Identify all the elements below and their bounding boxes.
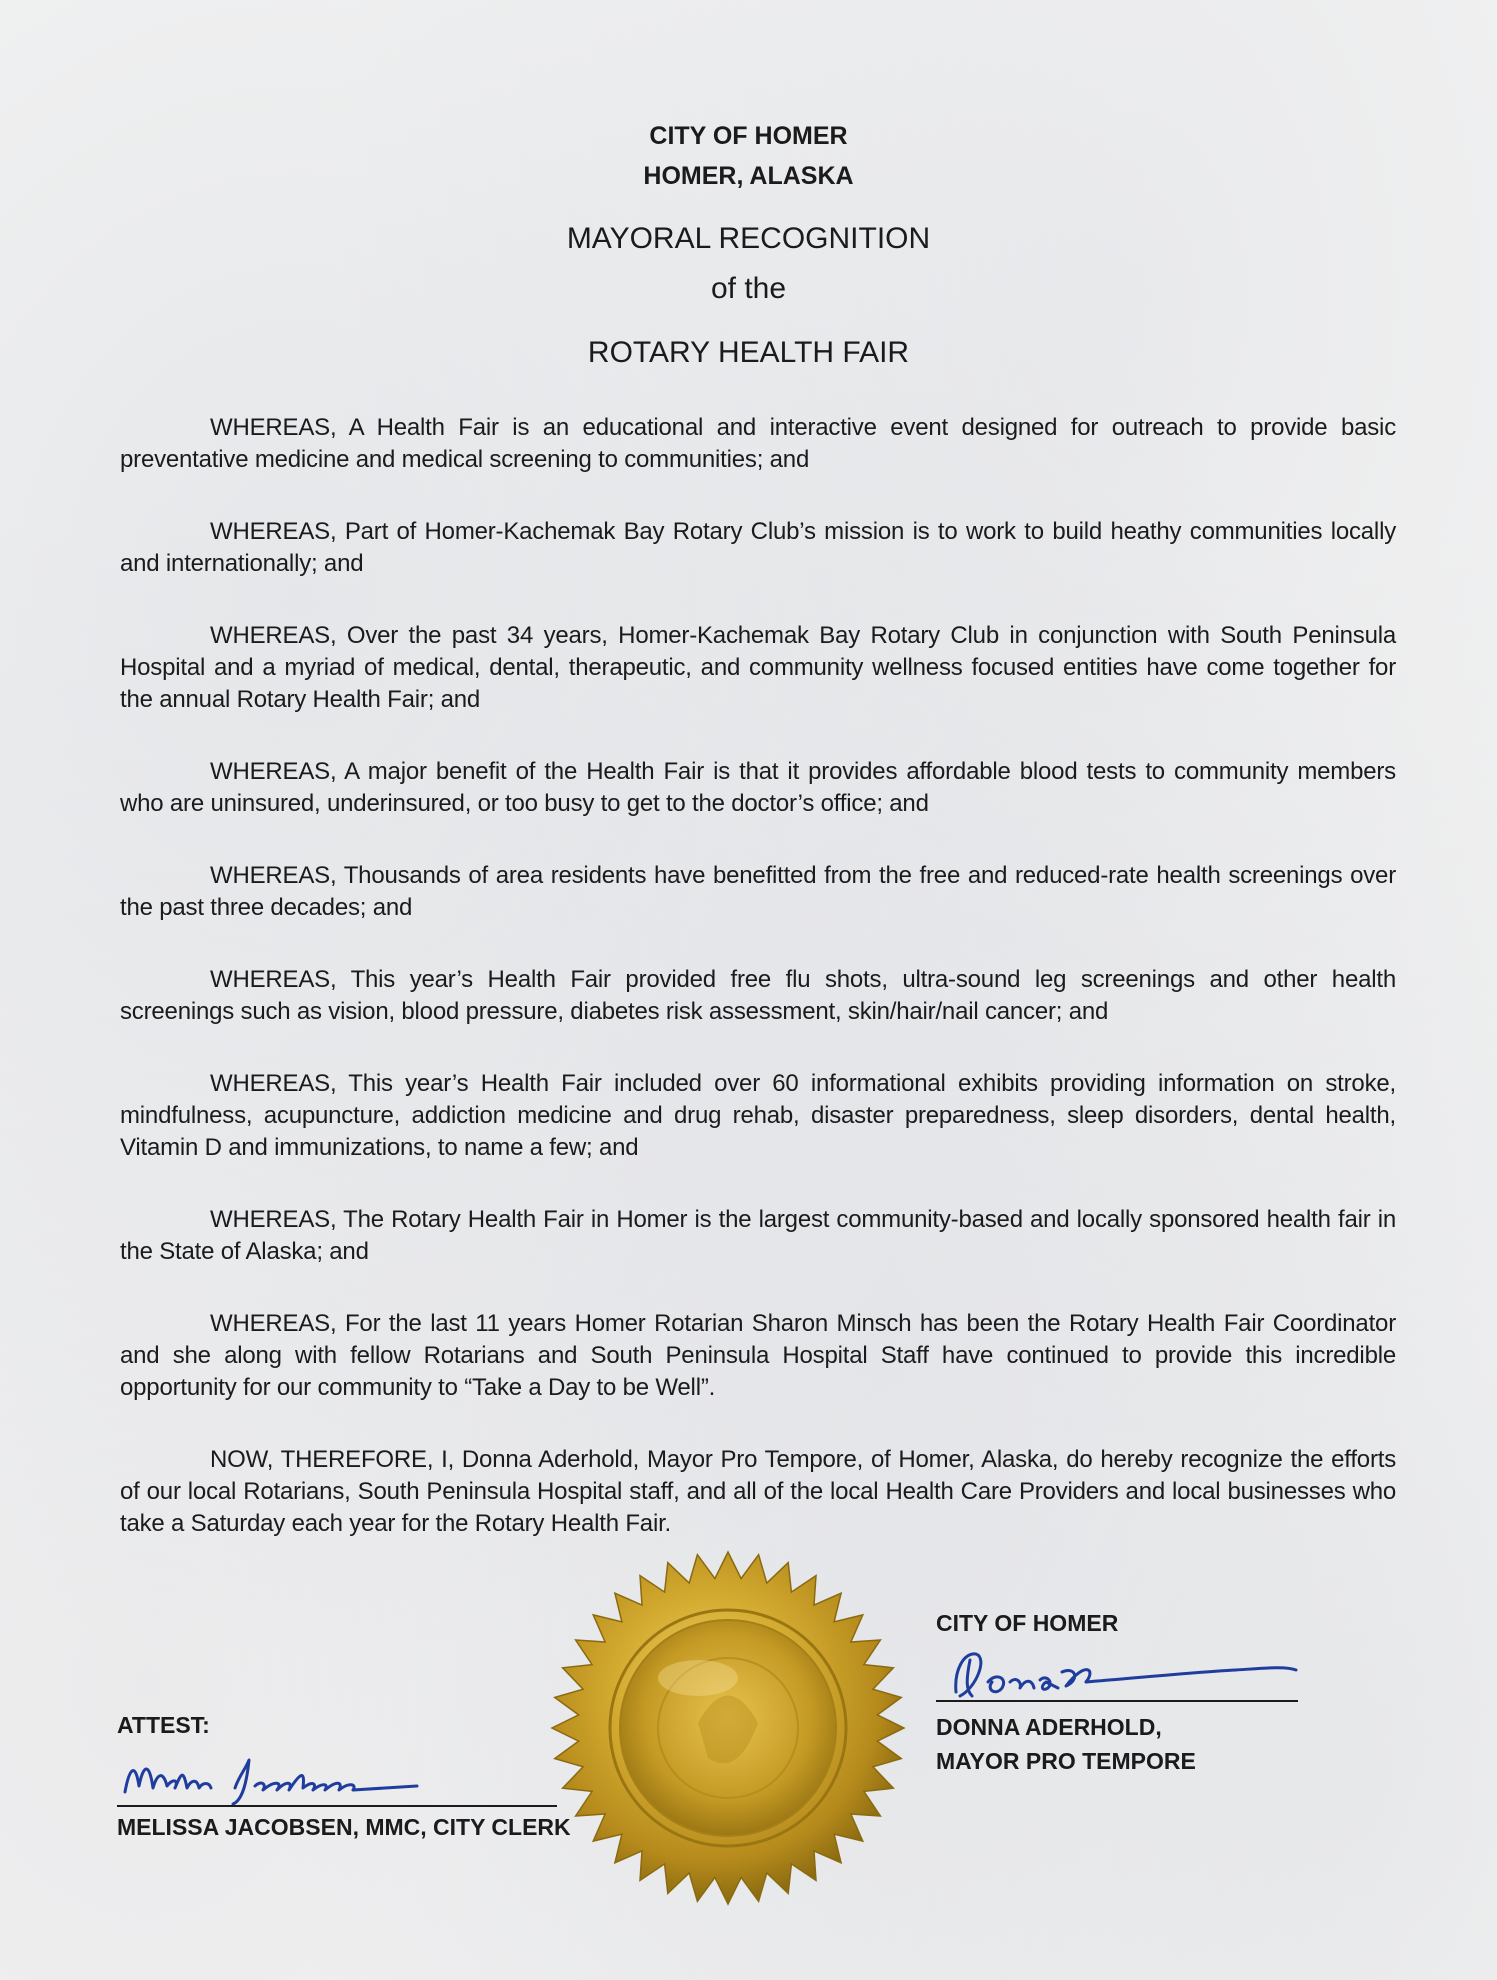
therefore-paragraph: NOW, THEREFORE, I, Donna Aderhold, Mayor Pro Tempore, of Homer, Alaska, do hereby recognize the efforts of our local Rotarians, South Peninsula Hospital staff, and all of the local Health Care Providers and local businesses who take a Saturday each year for the Rotary Health Fair.	[120, 1446, 1396, 1537]
mayor-signature-block	[936, 1608, 1316, 1774]
clerk-name: MELISSA JACOBSEN, MMC, CITY CLERK	[117, 1814, 571, 1840]
whereas-paragraph: WHEREAS, This year’s Health Fair included over 60 informational exhibits providing information on stroke, mindfulness, acupuncture, addiction medicine and drug rehab, disaster preparedness, sleep disorders, dental health, Vitamin D and immunizations, to name a few; and	[120, 1070, 1396, 1161]
whereas-paragraph: WHEREAS, A major benefit of the Health Fair is that it provides affordable blood tests to community members who are uninsured, underinsured, or too busy to get to the doctor’s office; and	[120, 758, 1396, 817]
whereas-paragraph: WHEREAS, Thousands of area residents have benefitted from the free and reduced-rate health screenings over the past three decades; and	[120, 862, 1396, 921]
mayor-signature	[936, 1630, 1306, 1710]
whereas-paragraph: WHEREAS, The Rotary Health Fair in Homer is the largest community-based and locally sponsored health fair in the State of Alaska; and	[120, 1206, 1396, 1265]
clerk-signature-line	[117, 1805, 557, 1807]
city-location-heading: HOMER, ALASKA	[643, 162, 854, 190]
mayor-title: MAYOR PRO TEMPORE	[936, 1748, 1196, 1774]
city-signature-label: CITY OF HOMER	[936, 1610, 1119, 1636]
document-title-connector: of the	[710, 272, 787, 305]
whereas-paragraph: WHEREAS, A Health Fair is an educational and interactive event designed for outreach to provide basic preventative medicine and medical screening to communities; and	[120, 414, 1396, 473]
whereas-paragraph: WHEREAS, For the last 11 years Homer Rotarian Sharon Minsch has been the Rotary Health Fair Coordinator and she along with fellow Rotarians and South Peninsula Hospital Staff have continued to provide this incredible opportunity for our community to “Take a Day to be Well”.	[120, 1310, 1396, 1401]
whereas-paragraph: WHEREAS, Over the past 34 years, Homer-Kachemak Bay Rotary Club in conjunction with South Peninsula Hospital and a myriad of medical, dental, therapeutic, and community wellness focused entities have come together for the annual Rotary Health Fair; and	[120, 622, 1396, 713]
clerk-signature	[117, 1730, 457, 1810]
mayor-signature-line	[936, 1700, 1298, 1702]
city-name-heading: CITY OF HOMER	[649, 122, 848, 150]
whereas-paragraph: WHEREAS, Part of Homer-Kachemak Bay Rotary Club’s mission is to work to build heathy communities locally and internationally; and	[120, 518, 1396, 577]
document-title: MAYORAL RECOGNITION	[566, 222, 931, 255]
document-subject: ROTARY HEALTH FAIR	[587, 336, 910, 369]
whereas-paragraph: WHEREAS, This year’s Health Fair provided free flu shots, ultra-sound leg screenings and other health screenings such as vision, blood pressure, diabetes risk assessment, skin/hair/nail cancer; and	[120, 966, 1396, 1025]
gold-foil-seal-icon	[548, 1548, 908, 1908]
attest-label: ATTEST:	[117, 1712, 210, 1738]
mayor-name: DONNA ADERHOLD,	[936, 1714, 1162, 1740]
proclamation-body	[120, 412, 1396, 1580]
